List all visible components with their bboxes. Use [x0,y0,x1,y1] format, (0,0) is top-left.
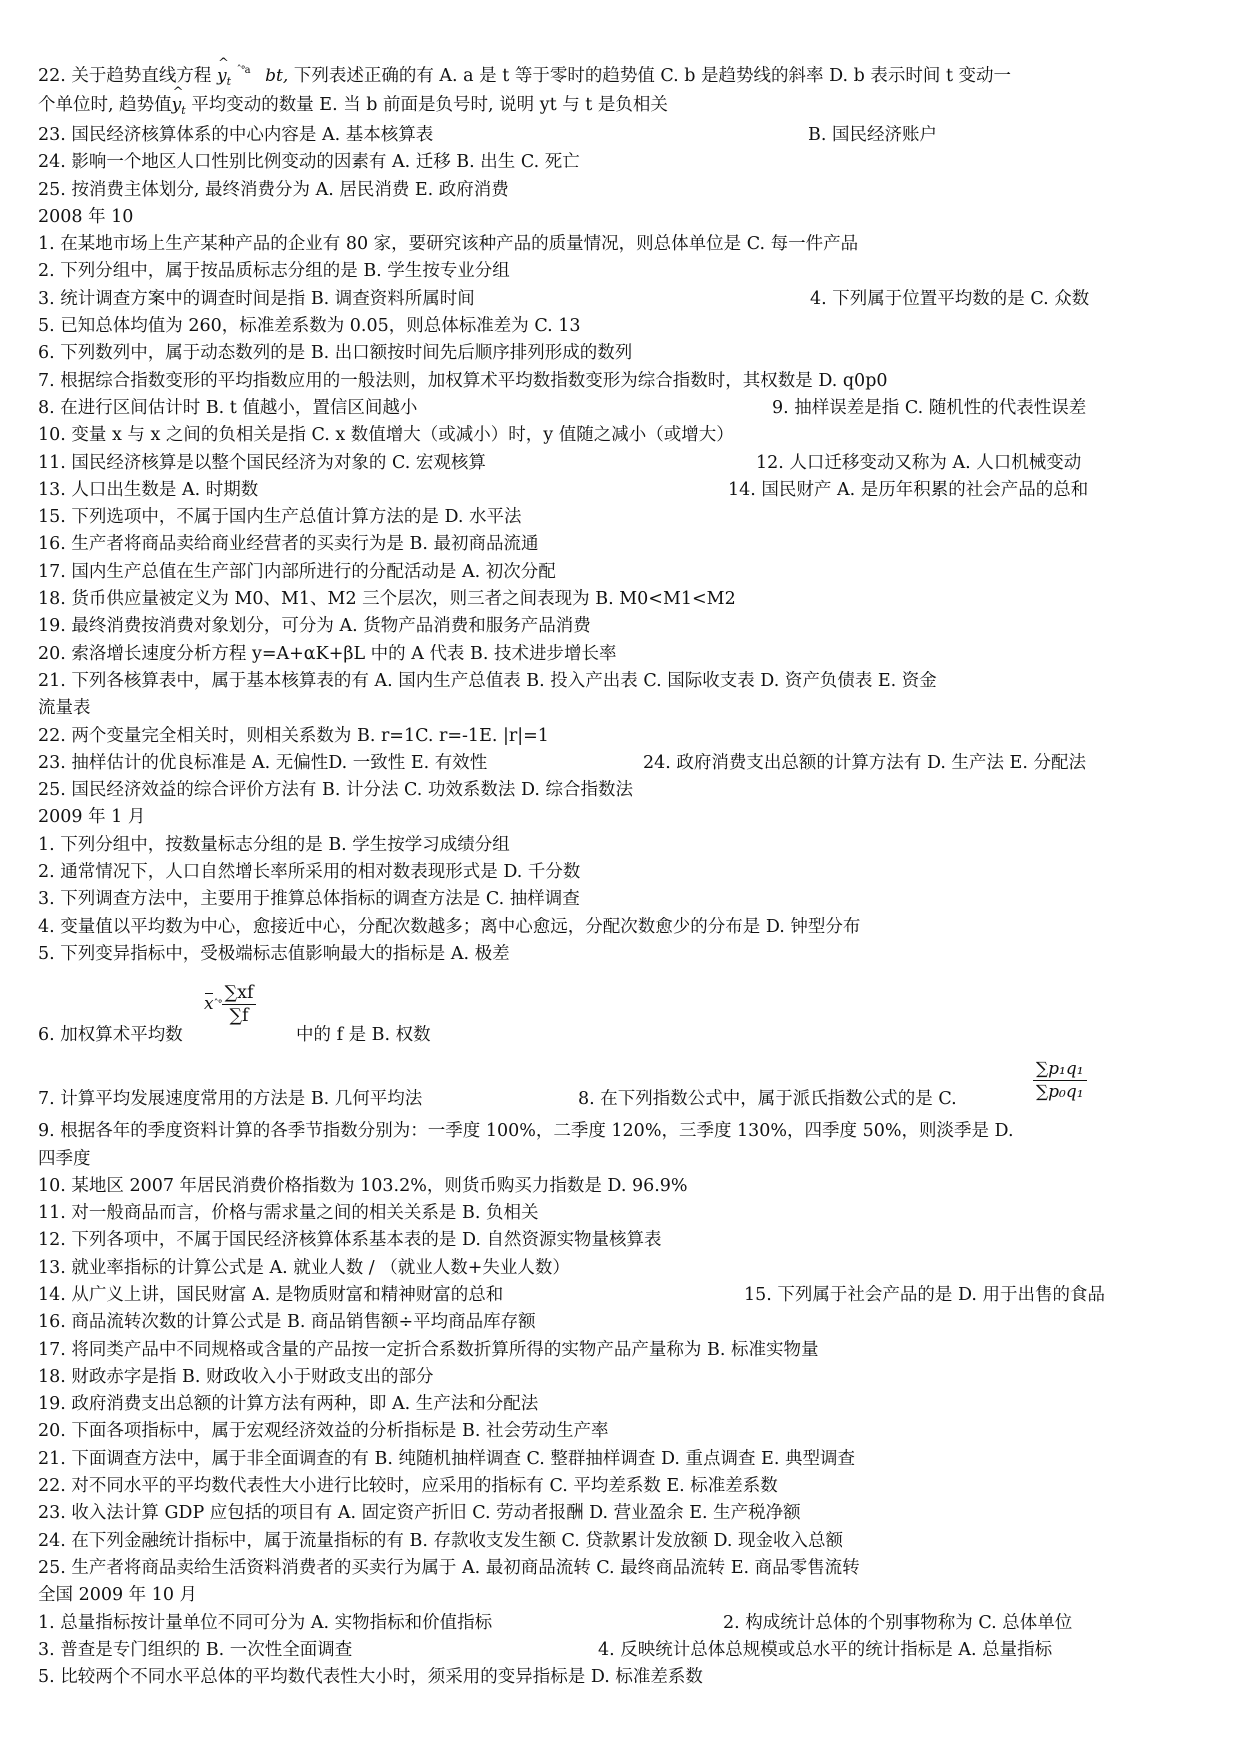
line: 12. 下列各项中，不属于国民经济核算体系基本表的是 D. 自然资源实物量核算表 [38,1230,662,1251]
line: 5. 已知总体均值为 260，标准差系数为 0.05，则总体标准差为 C. 13 [38,316,581,337]
line: 16. 生产者将商品卖给商业经营者的买卖行为是 B. 最初商品流通 [38,534,539,555]
text: 13. 人口出生数是 A. 时期数 [38,479,259,500]
line: 19. 最终消费按消费对象划分，可分为 A. 货物产品消费和服务产品消费 [38,616,591,637]
line: 20. 索洛增长速度分析方程 y=A+αK+βL 中的 A 代表 B. 技术进步增长率 [38,643,617,664]
fraction [222,982,257,1027]
section-heading: 2008 年 10 [38,206,134,227]
line-q22-trend [38,54,1210,88]
text: B. 国民经济账户 [808,125,937,145]
line: 11. 对一般商品而言，价格与需求量之间的相关关系是 B. 负相关 [38,1203,539,1224]
text: 中的 f 是 B. 权数 [296,1025,431,1046]
denominator: ∑p₀q₁ [1036,1082,1084,1103]
text: 23. 抽样估计的优良标准是 A. 无偏性D. 一致性 E. 有效性 [38,752,488,773]
text: 7. 计算平均发展速度常用的方法是 B. 几何平均法 [38,1089,423,1110]
line: 10. 某地区 2007 年居民消费价格指数为 103.2%，则货币购买力指数是 D. 96.9% [38,1175,688,1196]
line: 17. 国内生产总值在生产部门内部所进行的分配活动是 A. 初次分配 [38,561,556,582]
fraction [1033,1058,1087,1103]
text: 14. 国民财产 A. 是历年积累的社会产品的总和 [728,479,1089,500]
line: 流量表 [38,698,91,719]
trend-yhat: ^ $y_t$ [172,88,186,128]
line [38,1610,1210,1637]
line: 1. 下列分组中，按数量标志分组的是 B. 学生按学习成绩分组 [38,834,510,855]
garbled-symbol: ˆ°a [236,65,250,76]
line: 23. 收入法计算 GDP 应包括的项目有 A. 固定资产折旧 C. 劳动者报酬 D. 营业盈余 E. 生产税净额 [38,1503,801,1524]
line: 21. 下列各核算表中，属于基本核算表的有 A. 国内生产总值表 B. 投入产出表 C. 国际收支表 D. 资产负债表 E. 资金 [38,670,937,691]
trend-bt: bt, [265,66,289,86]
line [38,750,1210,777]
line: 四季度 [38,1148,91,1169]
text: 4. 反映统计总体总规模或总水平的统计指标是 A. 总量指标 [598,1639,1053,1660]
line: 3. 下列调查方法中，主要用于推算总体指标的调查方法是 C. 抽样调查 [38,889,580,910]
line: 5. 下列变异指标中，受极端标志值影响最大的指标是 A. 极差 [38,943,510,964]
text: 9. 抽样误差是指 C. 随机性的代表性误差 [772,397,1087,418]
text: 6. 加权算术平均数 [38,1025,183,1046]
line: 16. 商品流转次数的计算公式是 B. 商品销售额÷平均商品库存额 [38,1312,536,1333]
text: 11. 国民经济核算是以整个国民经济为对象的 C. 宏观核算 [38,452,486,473]
line-weighted-mean [38,968,1210,1056]
line: 1. 在某地市场上生产某种产品的企业有 80 家，要研究该种产品的质量情况，则总体单位是 C. 每一件产品 [38,234,859,255]
line: 2. 下列分组中，属于按品质标志分组的是 B. 学生按专业分组 [38,261,510,282]
text: 22. 关于趋势直线方程 [38,66,212,86]
line [38,1282,1210,1309]
line: 25. 按消费主体划分, 最终消费分为 A. 居民消费 E. 政府消费 [38,179,509,200]
text: 3. 统计调查方案中的调查时间是指 B. 调查资料所属时间 [38,288,475,309]
garbled-symbol: ˆ° [213,999,222,1011]
line: 17. 将同类产品中不同规格或含量的产品按一定折合系数折算所得的实物产品产量称为 B. 标准实物量 [38,1339,819,1360]
line: 22. 两个变量完全相关时，则相关系数为 B. r=1C. r=-1E. |r|=1 [38,725,549,746]
weighted-mean-formula [204,982,256,1027]
line [38,286,1210,313]
trend-yhat: ^ $y_t$ [217,59,231,99]
line: 22. 对不同水平的平均数代表性大小进行比较时，应采用的指标有 C. 平均差系数 E. 标准差系数 [38,1476,778,1497]
section-heading: 全国 2009 年 10 月 [38,1585,198,1606]
line: 25. 生产者将商品卖给生活资料消费者的买卖行为属于 A. 最初商品流转 C. 最终商品流转 E. 商品零售流转 [38,1557,860,1578]
text: 2. 构成统计总体的个别事物称为 C. 总体单位 [723,1612,1073,1633]
text: 15. 下列属于社会产品的是 D. 用于出售的食品 [744,1284,1105,1305]
line [38,122,1210,149]
document-page [38,54,1210,1691]
text: 12. 人口迁移变动又称为 A. 人口机械变动 [756,452,1082,473]
section-heading: 2009 年 1 月 [38,807,146,828]
text: 3. 普查是专门组织的 B. 一次性全面调查 [38,1639,353,1660]
line: 6. 下列数列中，属于动态数列的是 B. 出口额按时间先后顺序排列形成的数列 [38,343,633,364]
line: 4. 变量值以平均数为中心，愈接近中心，分配次数越多；离中心愈远，分配次数愈少的分布是 D. 钟型分布 [38,916,861,937]
line: 21. 下面调查方法中，属于非全面调查的有 B. 纯随机抽样调查 C. 整群抽样调查 D. 重点调查 E. 典型调查 [38,1448,855,1469]
line: 9. 根据各年的季度资料计算的各季节指数分别为：一季度 100%，二季度 120%，三季度 130%，四季度 50%，则淡季是 D. [38,1121,1014,1142]
line: 18. 财政赤字是指 B. 财政收入小于财政支出的部分 [38,1366,434,1387]
numerator: ∑xf [222,982,257,1005]
line: 7. 根据综合指数变形的平均指数应用的一般法则，加权算术平均数指数变形为综合指数时，其权数是 D. q0p0 [38,370,888,391]
text: 23. 国民经济核算体系的中心内容是 A. 基本核算表 [38,125,434,145]
denominator: ∑f [229,1006,249,1027]
line: 25. 国民经济效益的综合评价方法有 B. 计分法 C. 功效系数法 D. 综合指数法 [38,780,633,801]
line [38,88,1210,122]
line: 18. 货币供应量被定义为 M0、M1、M2 三个层次，则三者之间表现为 B. M0<M1<M2 [38,589,736,610]
text: 平均变动的数量 E. 当 b 前面是负号时, 说明 yt 与 t 是负相关 [191,95,668,115]
text: 下列表述正确的有 A. a 是 t 等于零时的趋势值 C. b 是趋势线的斜率 D. b 表示时间 t 变动一 [293,66,1012,86]
line: 2. 通常情况下，人口自然增长率所采用的相对数表现形式是 D. 千分数 [38,862,581,883]
line: 24. 影响一个地区人口性别比例变动的因素有 A. 迁移 B. 出生 C. 死亡 [38,152,580,173]
line [38,1637,1210,1664]
text: 1. 总量指标按计量单位不同可分为 A. 实物指标和价值指标 [38,1612,493,1633]
line [38,477,1210,504]
line: 19. 政府消费支出总额的计算方法有两种，即 A. 生产法和分配法 [38,1394,539,1415]
x-bar: x [204,991,214,1018]
text: 14. 从广义上讲，国民财富 A. 是物质财富和精神财富的总和 [38,1284,504,1305]
line [38,395,1210,422]
text: 24. 政府消费支出总额的计算方法有 D. 生产法 E. 分配法 [643,752,1086,773]
line: 5. 比较两个不同水平总体的平均数代表性大小时，须采用的变异指标是 D. 标准差系数 [38,1667,703,1688]
line: 20. 下面各项指标中，属于宏观经济效益的分析指标是 B. 社会劳动生产率 [38,1421,609,1442]
line: 15. 下列选项中，不属于国内生产总值计算方法的是 D. 水平法 [38,507,522,528]
line-paasche [38,1056,1210,1118]
numerator: ∑p₁q₁ [1033,1058,1087,1081]
line: 10. 变量 x 与 x 之间的负相关是指 C. x 数值增大（或减小）时，y 值随之减小（或增大） [38,425,734,446]
paasche-formula [1033,1058,1087,1103]
line: 24. 在下列金融统计指标中，属于流量指标的有 B. 存款收支发生额 C. 贷款累计发放额 D. 现金收入总额 [38,1530,843,1551]
line [38,450,1210,477]
line: 13. 就业率指标的计算公式是 A. 就业人数 / （就业人数+失业人数） [38,1257,570,1278]
text: 4. 下列属于位置平均数的是 C. 众数 [810,288,1090,309]
text: 8. 在进行区间估计时 B. t 值越小，置信区间越小 [38,397,418,418]
text: 个单位时, 趋势值 [38,95,172,115]
text: 8. 在下列指数公式中，属于派氏指数公式的是 C. [578,1089,957,1110]
